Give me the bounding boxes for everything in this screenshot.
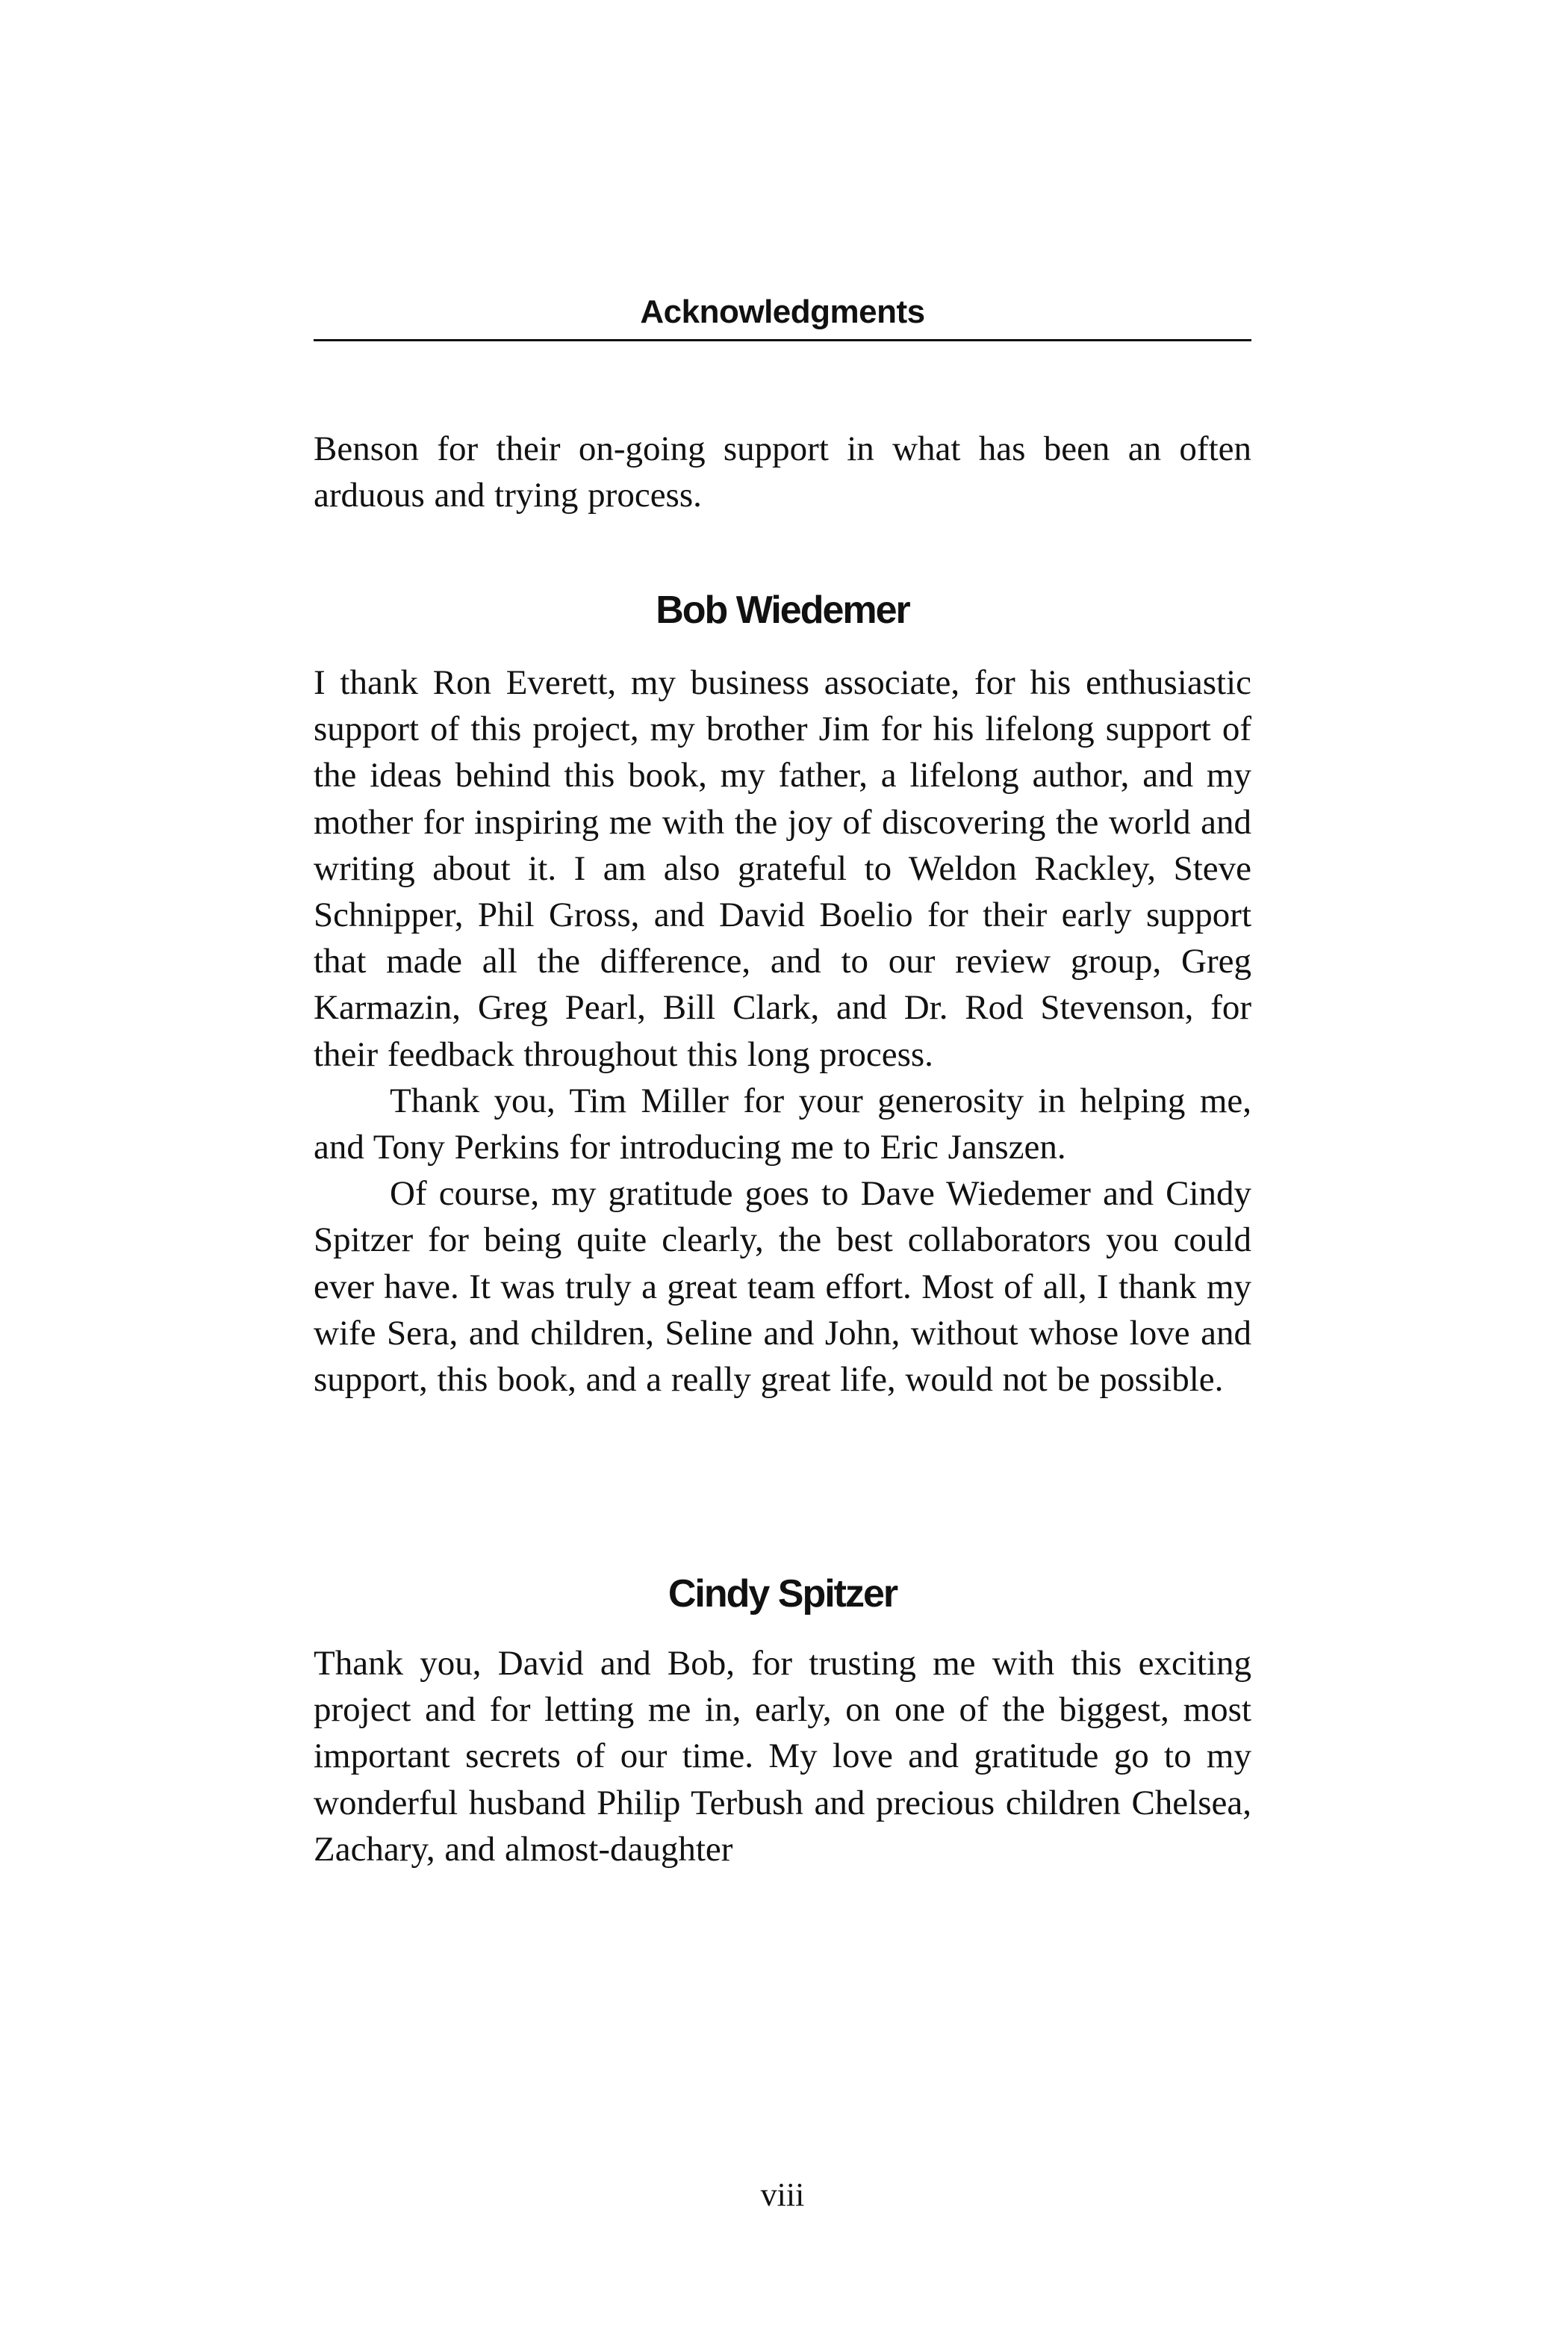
bob-paragraph-3: Of course, my gratitude goes to Dave Wiedemer and Cindy Spitzer for being quite clearly, the best collaborators you could ever have. It was truly a great team effort. Most of all, I thank my wife Sera, and children, Seline and John, without whose love and support, this book, and a really great life, would not be possible. xyxy=(314,1174,1251,1400)
header-rule xyxy=(314,339,1251,341)
intro-paragraph: Benson for their on-going support in what has been an often arduous and trying process. xyxy=(314,429,1251,515)
section-body-cindy-spitzer xyxy=(314,1640,1251,1872)
page-number: viii xyxy=(760,2176,805,2213)
section-heading-cindy-spitzer: Cindy Spitzer xyxy=(668,1572,897,1616)
running-head: Acknowledgments xyxy=(640,294,925,330)
intro-text xyxy=(314,426,1251,518)
cindy-paragraph-1: Thank you, David and Bob, for trusting me with this exciting project and for letting me in, early, on one of the biggest, most important secrets of our time. My love and gratitude go to my wonderful husband Philip Terbush and precious children Chelsea, Zachary, and almost-daughter xyxy=(314,1644,1251,1869)
bob-paragraph-2: Thank you, Tim Miller for your generosity in helping me, and Tony Perkins for introducing me to Eric Janszen. xyxy=(314,1081,1251,1167)
bob-paragraph-1: I thank Ron Everett, my business associate, for his enthusiastic support of this project, my brother Jim for his lifelong support of the ideas behind this book, my father, a lifelong author, and my mother for inspiring me with the joy of discovering the world and writing about it. I am also grateful to Weldon Rackley, Steve Schnipper, Phil Gross, and David Boelio for their early support that made all the difference, and to our review group, Greg Karmazin, Greg Pearl, Bill Clark, and Dr. Rod Stevenson, for their feedback throughout this long process. xyxy=(314,663,1251,1074)
section-heading-bob-wiedemer: Bob Wiedemer xyxy=(656,589,909,632)
section-body-bob-wiedemer xyxy=(314,659,1251,1403)
